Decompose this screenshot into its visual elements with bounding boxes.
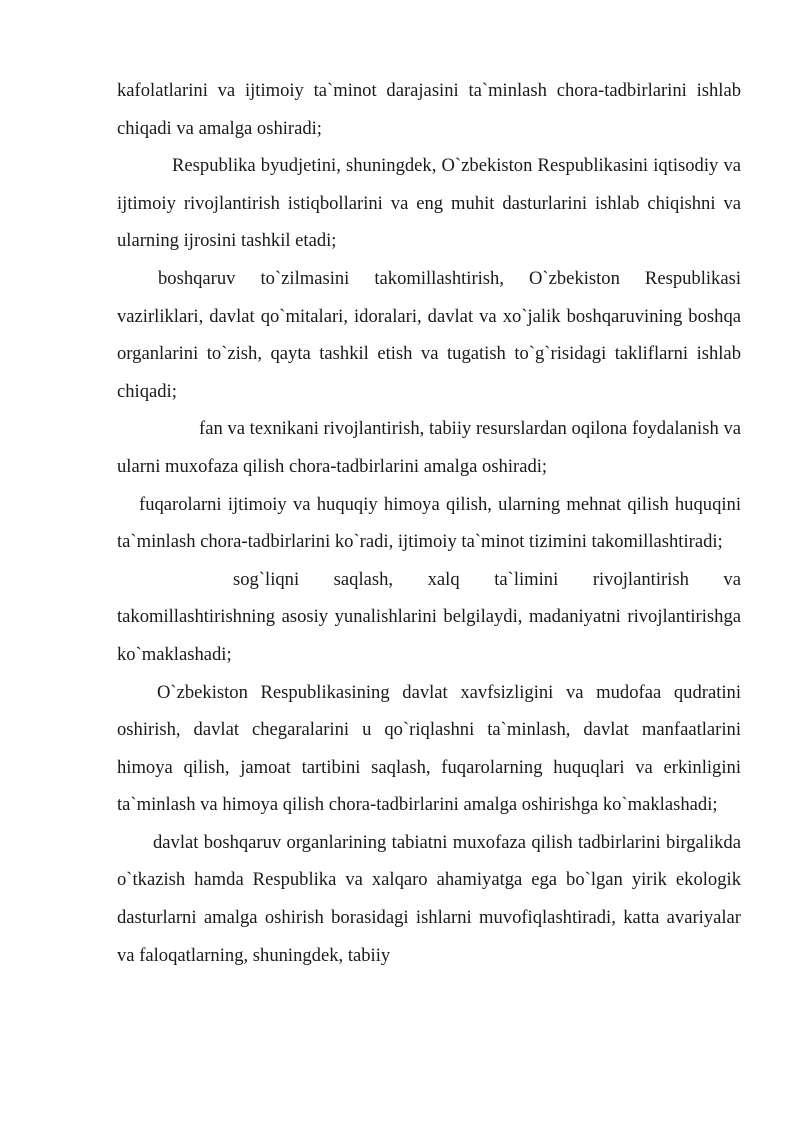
paragraph-state-security: O`zbekiston Respublikasining davlat xavfsizligini va mudofaa qudratini oshirish, davlat chegaralarini u qo`riqlashni ta`minlash, davlat manfaatlarini himoya qilish, jamoat tartibini saqlash, fuqarolarning huquqlari va erkinligini ta`minlash va himoya qilish chora-tadbirlarini amalga oshirishga ko`maklashadi; <box>117 681 741 816</box>
paragraph-science-technology: fan va texnikani rivojlantirish, tabiiy resurslardan oqilona foydalanish va ularni muxofaza qilish chora-tadbirlarini amalga oshiradi; <box>117 418 741 477</box>
paragraph-republic-budget: Respublika byudjetini, shuningdek, O`zbekiston Respublikasini iqtisodiy va ijtimoiy rivojlantirish istiqbollarini va eng muhit dasturlarini ishlab chiqishni va ularning ijrosini tashkil etadi; <box>117 155 741 252</box>
paragraph-management-structure: boshqaruv to`zilmasini takomillashtirish, O`zbekiston Respublikasi vazirliklari, davlat qo`mitalari, idoralari, davlat va xo`jalik boshqaruvining boshqa organlarini to`zish, qayta tashkil etish va tugatish to`g`risidagi takliflarni ishlab chiqadi; <box>117 267 741 402</box>
paragraph-health-education: sog`liqni saqlash, xalq ta`limini rivojlantirish va takomillashtirishning asosiy yunalishlarini belgilaydi, madaniyatni rivojlantirishga ko`maklashadi; <box>117 568 741 665</box>
document-body <box>117 72 741 974</box>
paragraph-social-guarantees: kafolatlarini va ijtimoiy ta`minot darajasini ta`minlash chora-tadbirlarini ishlab chiqadi va amalga oshiradi; <box>117 80 741 139</box>
paragraph-citizen-protection: fuqarolarni ijtimoiy va huquqiy himoya qilish, ularning mehnat qilish huquqini ta`minlash chora-tadbirlarini ko`radi, ijtimoiy ta`minot tizimini takomillashtiradi; <box>117 493 741 553</box>
paragraph-environment-coordination: davlat boshqaruv organlarining tabiatni muxofaza qilish tadbirlarini birgalikda o`tkazish hamda Respublika va xalqaro ahamiyatga ega bo`lgan yirik ekologik dasturlarni amalga oshirish borasidagi ishlarni muvofiqlashtiradi, katta avariyalar va faloqatlarning, shuningdek, tabiiy <box>117 831 741 966</box>
